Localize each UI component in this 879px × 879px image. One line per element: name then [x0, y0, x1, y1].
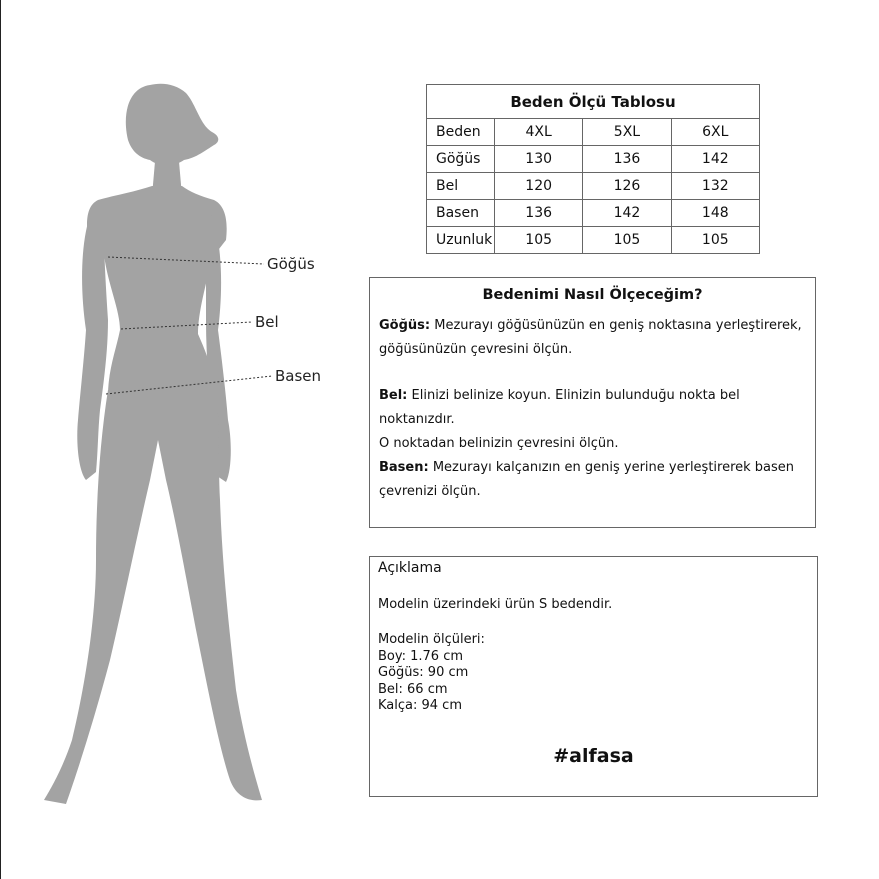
row-header: Bel — [427, 173, 495, 200]
model-size-note: Modelin üzerindeki ürün S bedendir. — [378, 597, 613, 612]
table-cell: 126 — [583, 173, 671, 200]
table-cell: 132 — [671, 173, 759, 200]
brand-hashtag: #alfasa — [553, 745, 634, 767]
table-row — [427, 173, 760, 200]
instruction-text: O noktadan belinizin çevresini ölçün. — [379, 436, 619, 451]
description-box — [369, 556, 818, 797]
waist-label: Bel — [255, 313, 279, 331]
table-row — [427, 227, 760, 254]
measurement-item: Boy: 1.76 cm — [378, 648, 464, 664]
table-row — [427, 146, 760, 173]
column-header: Beden — [427, 119, 495, 146]
table-title: Beden Ölçü Tablosu — [427, 85, 760, 119]
table-cell: 105 — [583, 227, 671, 254]
table-cell: 120 — [495, 173, 583, 200]
hip-instruction — [379, 456, 809, 504]
table-title-row — [427, 85, 760, 119]
table-cell: 136 — [495, 200, 583, 227]
instruction-label: Basen: — [379, 460, 429, 475]
column-header: 5XL — [583, 119, 671, 146]
table-cell: 105 — [495, 227, 583, 254]
row-header: Göğüs — [427, 146, 495, 173]
table-cell: 136 — [583, 146, 671, 173]
waist-instruction — [379, 384, 809, 456]
row-header: Uzunluk — [427, 227, 495, 254]
instruction-text: Elinizi belinize koyun. Elinizin bulunduğu nokta bel noktanızdır. — [379, 388, 740, 427]
chest-instruction — [379, 314, 809, 362]
how-to-measure-box — [369, 277, 816, 528]
measurement-item: Bel: 66 cm — [378, 681, 448, 697]
row-header: Basen — [427, 200, 495, 227]
how-to-measure-title: Bedenimi Nasıl Ölçeceğim? — [482, 287, 703, 303]
instruction-text: Mezurayı kalçanızın en geniş yerine yerleştirerek basen — [428, 460, 795, 475]
table-cell: 142 — [671, 146, 759, 173]
instruction-text: çevrenizi ölçün. — [379, 484, 481, 499]
column-header: 4XL — [495, 119, 583, 146]
instruction-label: Bel: — [379, 388, 408, 403]
column-header: 6XL — [671, 119, 759, 146]
description-title: Açıklama — [378, 560, 442, 576]
body-silhouette-figure — [0, 0, 360, 879]
silhouette-shape — [44, 84, 262, 804]
table-cell: 130 — [495, 146, 583, 173]
table-cell: 105 — [671, 227, 759, 254]
table-row — [427, 200, 760, 227]
table-cell: 148 — [671, 200, 759, 227]
table-cell: 142 — [583, 200, 671, 227]
measurements-title: Modelin ölçüleri: — [378, 632, 485, 647]
model-measurements — [378, 632, 485, 715]
chest-label: Göğüs — [267, 255, 315, 273]
instruction-text: göğüsünüzün çevresini ölçün. — [379, 342, 573, 357]
measurement-item: Kalça: 94 cm — [378, 698, 462, 713]
instruction-label: Göğüs: — [379, 318, 431, 333]
table-header-row — [427, 119, 760, 146]
instruction-text: Mezurayı göğüsünüzün en geniş noktasına yerleştirerek, — [430, 318, 802, 333]
hip-label: Basen — [275, 367, 322, 385]
measurement-item: Göğüs: 90 cm — [378, 665, 469, 680]
size-chart-table — [426, 84, 760, 254]
